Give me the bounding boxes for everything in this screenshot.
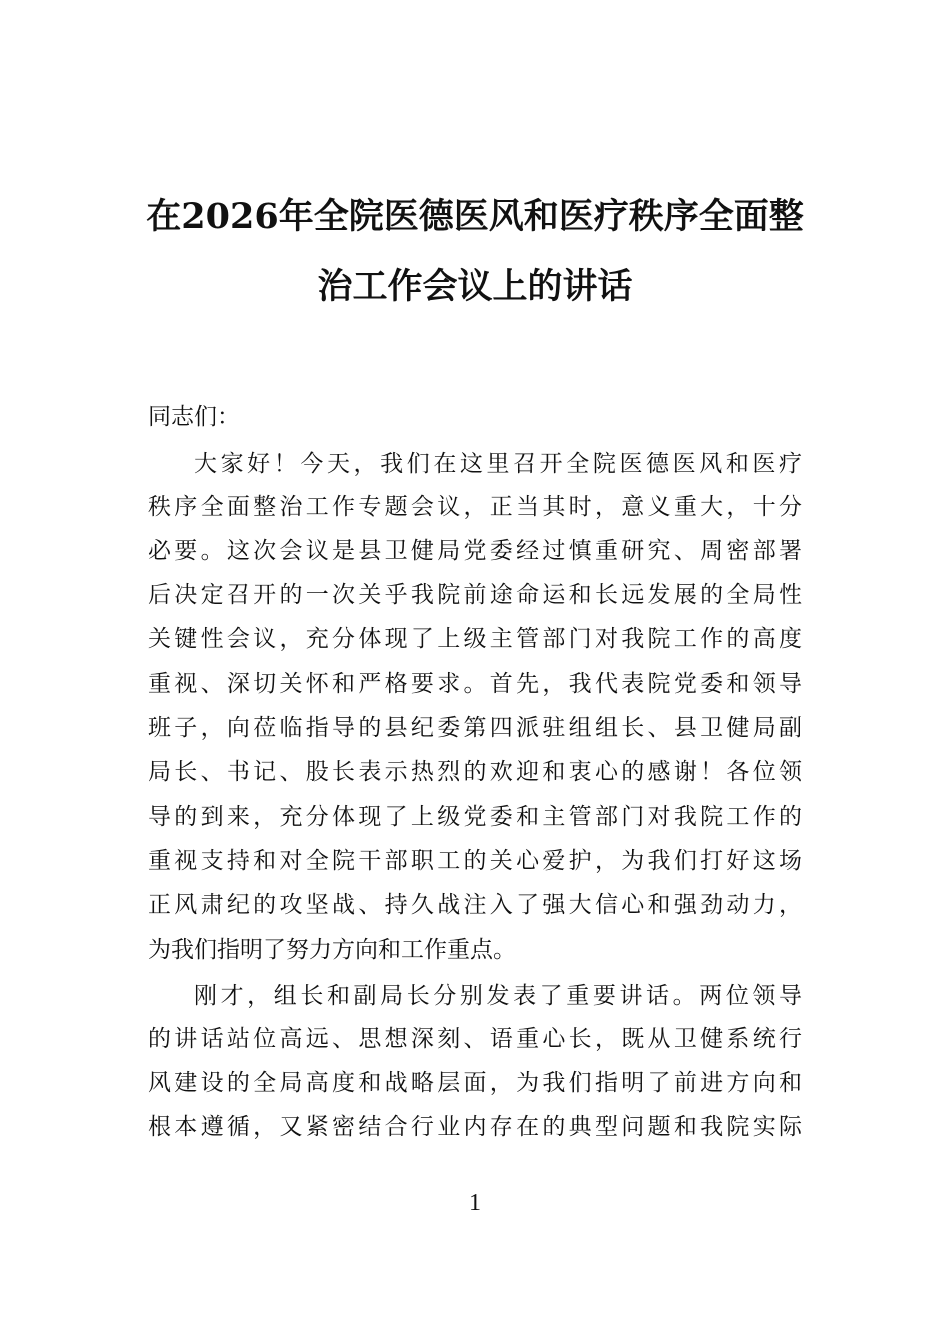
paragraph-1-line: 必要。这次会议是县卫健局党委经过慎重研究、周密部署: [148, 538, 802, 564]
paragraph-1-line: 大家好！今天，我们在这里召开全院医德医风和医疗: [194, 451, 802, 477]
paragraph-1-line: 为我们指明了努力方向和工作重点。: [148, 937, 516, 963]
paragraph-1-line: 正风肃纪的攻坚战、持久战注入了强大信心和强劲动力，: [148, 892, 802, 918]
paragraph-1-line: 重视、深切关怀和严格要求。首先，我代表院党委和领导: [148, 671, 802, 697]
paragraph-1-line: 班子，向莅临指导的县纪委第四派驻组组长、县卫健局副: [148, 715, 802, 741]
document-title-line-2: 治工作会议上的讲话: [317, 266, 633, 307]
paragraph-1-line: 重视支持和对全院干部职工的关心爱护，为我们打好这场: [148, 848, 802, 874]
paragraph-2-line: 的讲话站位高远、思想深刻、语重心长，既从卫健系统行: [148, 1026, 802, 1052]
paragraph-1-line: 秩序全面整治工作专题会议，正当其时，意义重大，十分: [148, 494, 802, 520]
paragraph-1-line: 关键性会议，充分体现了上级主管部门对我院工作的高度: [148, 626, 802, 652]
paragraph-1-line: 局长、书记、股长表示热烈的欢迎和衷心的感谢！各位领: [148, 759, 802, 785]
page-number: 1: [469, 1190, 481, 1216]
document-title-line-1: 在2026年全院医德医风和医疗秩序全面整: [146, 196, 804, 237]
greeting: 同志们：: [148, 404, 240, 430]
paragraph-1-line: 后决定召开的一次关乎我院前途命运和长远发展的全局性: [148, 582, 802, 608]
paragraph-2-line: 根本遵循，又紧密结合行业内存在的典型问题和我院实际: [148, 1114, 802, 1140]
paragraph-1-line: 导的到来，充分体现了上级党委和主管部门对我院工作的: [148, 804, 802, 830]
paragraph-2-line: 刚才，组长和副局长分别发表了重要讲话。两位领导: [194, 983, 802, 1009]
paragraph-2-line: 风建设的全局高度和战略层面，为我们指明了前进方向和: [148, 1070, 802, 1096]
